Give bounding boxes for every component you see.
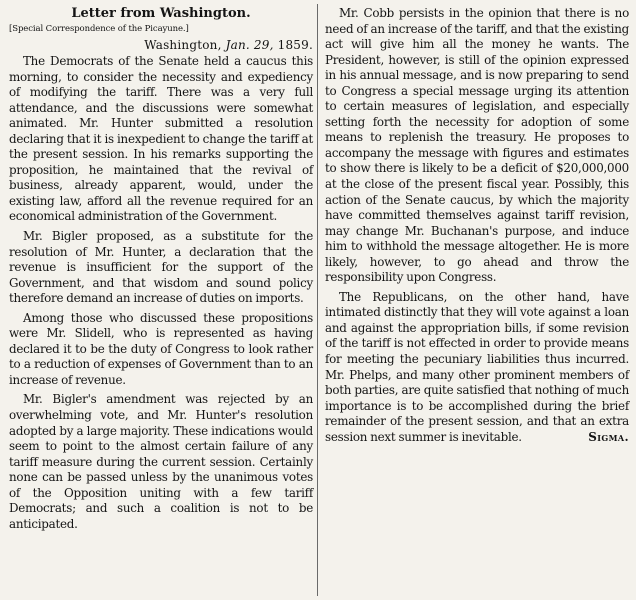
article-paragraph: Mr. Bigler proposed, as a substitute for the resolution of Mr. Hunter, a declaration that the revenue is insufficient for the support of the Government, and that wisdom and sound policy therefore demand an increase of duties on imports. xyxy=(9,229,313,306)
right-column xyxy=(325,6,629,449)
article-paragraph: Among those who discussed these propositions were Mr. Slidell, who is represented as having declared it to be the duty of Congress to look rather to a reduction of expenses of Government than to an increase of revenue. xyxy=(9,310,313,387)
correspondence-note: [Special Correspondence of the Picayune.] xyxy=(9,24,189,34)
signature: Sigma. xyxy=(588,429,629,444)
article-paragraph: Mr. Cobb persists in the opinion that there is no need of an increase of the tariff, and that the existing act will give him all the money he wants. The President, however, is still of the opinion expressed in his annual message, and is now preparing to send to Congress a special message urging its attention to certain measures of legislation, and especially setting forth the necessity for adoption of some means to replenish the treasury. He proposes to accompany the message with figures and estimates to show there is likely to be a deficit of $20,000,000 at the close of the present fiscal year. Possibly, this action of the Senate caucus, by which the majority have committed themselves against tariff revision, may change Mr. Buchanan's purpose, and induce him to withhold the message altogether. He is more likely, however, to go ahead and throw the responsibility upon Congress. xyxy=(325,6,629,285)
column-rule xyxy=(317,4,318,596)
article-paragraph: Mr. Bigler's amendment was rejected by an overwhelming vote, and Mr. Hunter's resolution adopted by a large majority. These indications would seem to point to the almost certain failure of any tariff measure during the current session. Certainly none can be passed unless by the unanimous votes of the Opposition uniting with a few tariff Democrats; and such a coalition is not to be anticipated. xyxy=(9,392,313,531)
final-paragraph-text: The Republicans, on the other hand, have intimated distinctly that they will vote against a loan and against the appropriation bills, if some revision of the tariff is not effected in order to provide means for meeting the pecuniary liabilities thus incurred. Mr. Phelps, and many other prominent members of both parties, are quite satisfied that nothing of much importance is to be accomplished during the brief remainder of the present session, and that an extra session next summer is inevitable. xyxy=(325,289,629,444)
dateline-date: Jan. 29, xyxy=(225,38,274,52)
article-paragraph-final xyxy=(325,290,629,445)
article-title: Letter from Washington. xyxy=(71,6,251,21)
dateline xyxy=(9,37,313,54)
dateline-place: Washington, xyxy=(144,38,222,52)
left-column xyxy=(9,6,313,536)
dateline-year: 1859. xyxy=(277,38,313,52)
article-paragraph: The Democrats of the Senate held a caucus this morning, to consider the necessity and expediency of modifying the tariff. There was a very full attendance, and the discussions were somewhat animated. Mr. Hunter submitted a resolution declaring that it is inexpedient to change the tariff at the present session. In his remarks supporting the proposition, he maintained that the revival of business, already apparent, would, under the existing law, afford all the revenue required for an economical administration of the Government. xyxy=(9,54,313,224)
